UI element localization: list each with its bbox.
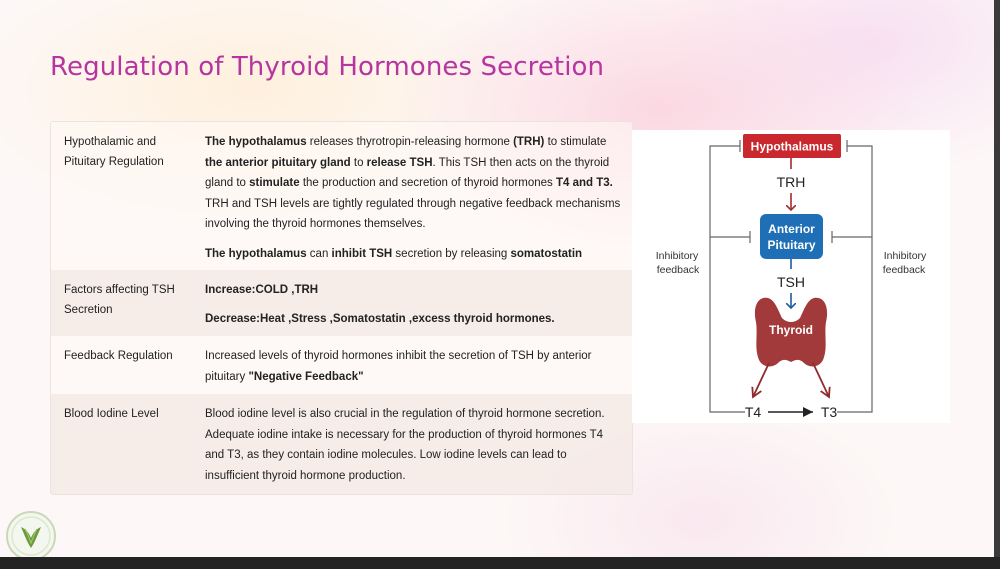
hypothalamus-box <box>743 134 841 158</box>
thyroid-gland <box>755 298 827 367</box>
row-content <box>205 346 623 396</box>
paragraph <box>205 244 623 265</box>
thyroid-label: Thyroid <box>769 323 813 337</box>
pituitary-label-line1: Anterior <box>768 222 815 236</box>
text-run: releases thyrotropin-releasing hormone <box>306 136 514 148</box>
leaf-shield-icon <box>5 510 57 562</box>
row-content <box>205 280 623 338</box>
inhibitory-feedback-left-line1: Inhibitory <box>655 250 699 262</box>
text-run: secretion by releasing <box>392 247 511 260</box>
paragraph: Blood iodine level is also crucial in the regulation of thyroid hormone secretion. Adequate iodine intake is necessary for the production of thyroid hormones T4 and T3, as they contain iodine molecules. Low iodine levels can lead to insufficient thyroid hormone production. <box>205 408 605 482</box>
thyroid-regulation-diagram <box>632 130 950 423</box>
bold-text: release TSH <box>366 156 433 169</box>
text-run: . This TSH then acts on the thyroid gland to <box>205 156 610 189</box>
row-label: Feedback Regulation <box>64 350 173 362</box>
page-title: Regulation of Thyroid Hormones Secretion <box>50 52 605 82</box>
inhibitory-feedback-right-line2: feedback <box>882 264 926 276</box>
row-label: Blood Iodine Level <box>64 408 159 420</box>
table-row <box>51 336 632 394</box>
inhibitory-feedback-right-line1: Inhibitory <box>883 250 927 262</box>
anterior-pituitary-box <box>760 214 823 259</box>
paragraph <box>205 132 623 235</box>
text-run: to <box>350 156 367 169</box>
decrease-factors: Decrease:Heat ,Stress ,Somatostatin ,excess thyroid hormones. <box>205 312 555 325</box>
bold-text: the anterior pituitary gland <box>205 156 351 169</box>
row-label: Factors affecting TSH Secretion <box>64 284 175 316</box>
row-content <box>205 404 623 495</box>
trh-label: TRH <box>776 174 806 190</box>
window-edge <box>994 0 1000 569</box>
table-row <box>51 270 632 336</box>
text-run: Increased levels of thyroid hormones inhibit the secretion of TSH by anterior pituitary <box>205 350 592 383</box>
bold-text: T4 and T3. <box>555 177 613 189</box>
bold-text: (TRH) <box>513 136 545 148</box>
bold-text: somatostatin <box>510 247 583 260</box>
text-run: can <box>306 247 332 260</box>
tsh-label: TSH <box>777 274 805 290</box>
bold-text: stimulate <box>249 177 300 189</box>
pituitary-label-line2: Pituitary <box>767 238 816 252</box>
bold-text: "Negative Feedback" <box>248 370 364 383</box>
row-content <box>205 132 623 273</box>
table-row <box>51 122 632 270</box>
text-run: TRH and TSH levels are tightly regulated through negative feedback mechanisms involving the thyroid hormones themselves. <box>205 197 621 230</box>
table-row <box>51 394 632 494</box>
text-run: to stimulate <box>544 136 607 148</box>
increase-factors: Increase:COLD ,TRH <box>205 284 319 296</box>
paragraph <box>205 346 623 387</box>
arrow-thyroid-to-t4 <box>753 363 769 397</box>
bold-text: The hypothalamus <box>205 247 307 260</box>
bold-text: The hypothalamus <box>205 136 307 148</box>
inhibitory-feedback-left-line2: feedback <box>656 264 700 276</box>
info-table <box>50 121 633 495</box>
arrow-thyroid-to-t3 <box>813 363 829 397</box>
bold-text: inhibit TSH <box>331 247 393 260</box>
window-bottom-bar <box>0 557 1000 569</box>
hypothalamus-label: Hypothalamus <box>750 139 834 154</box>
t3-label: T3 <box>820 404 838 420</box>
text-run: the production and secretion of thyroid hormones <box>299 177 556 189</box>
row-label: Hypothalamic and Pituitary Regulation <box>64 136 164 168</box>
t4-label: T4 <box>744 404 762 420</box>
